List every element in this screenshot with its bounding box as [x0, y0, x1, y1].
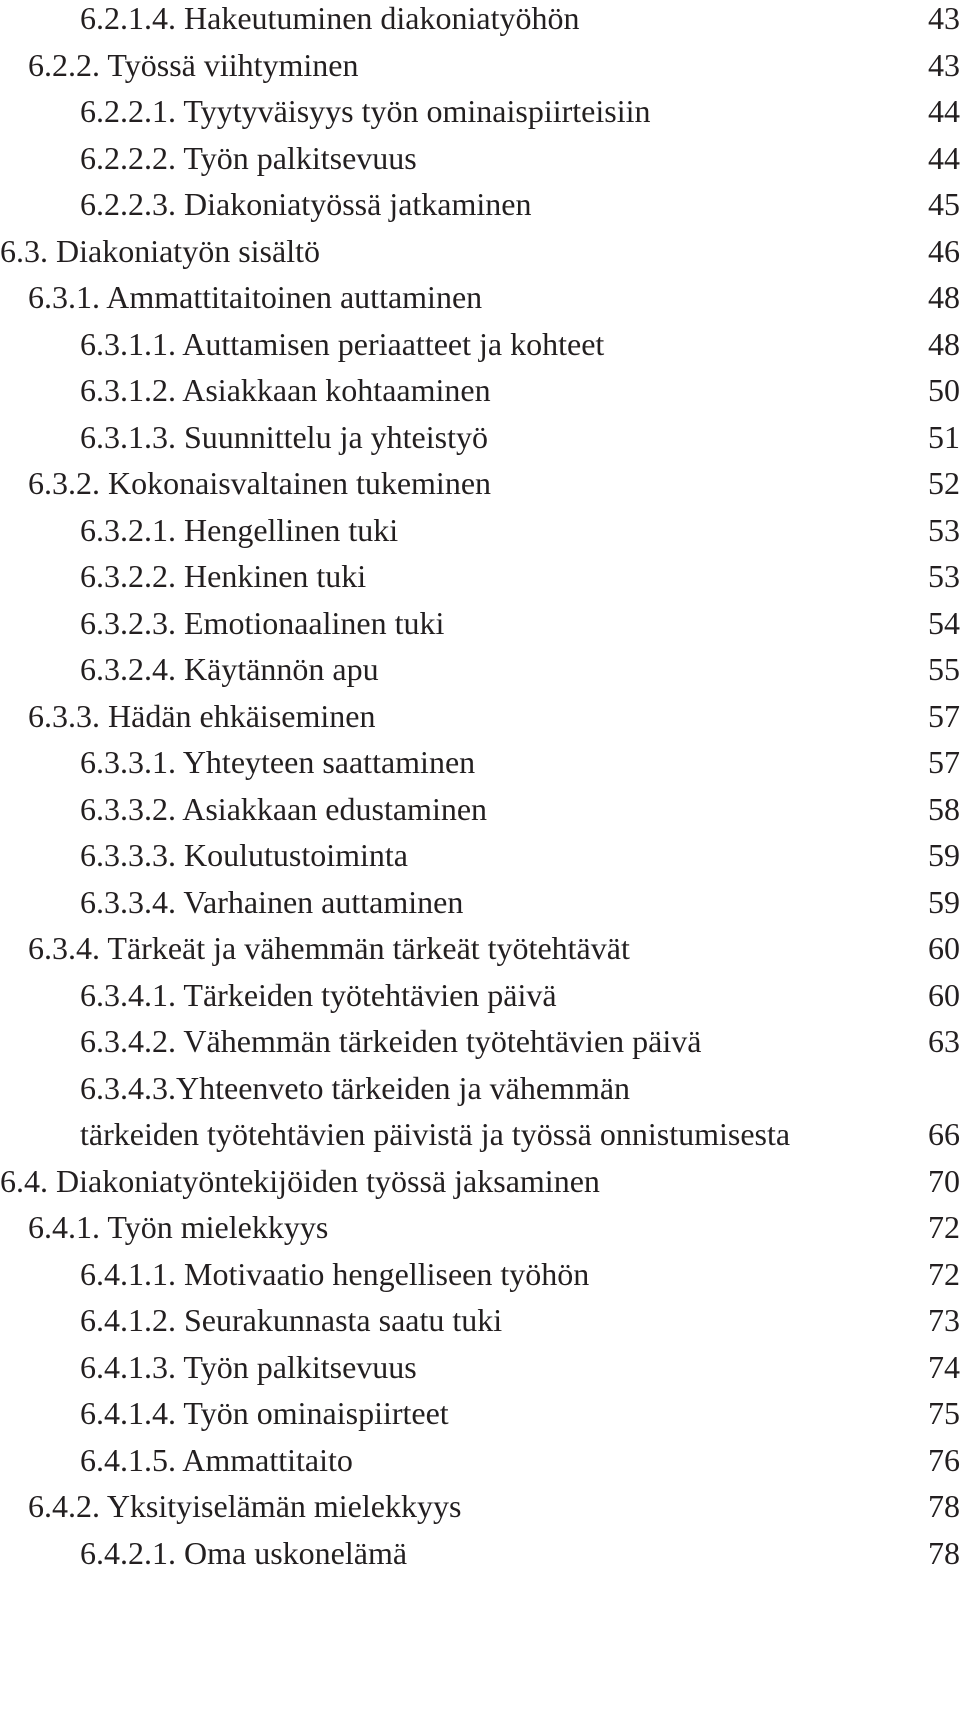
toc-entry: [0, 1528, 960, 1579]
toc-entry-page-number: 70: [928, 1162, 960, 1199]
toc-entry-page-number: 43: [928, 0, 960, 36]
toc-entry: [0, 1481, 960, 1532]
toc-entry: [0, 877, 960, 928]
toc-entry: [0, 1388, 960, 1439]
toc-entry-title: 6.2.1.4. Hakeutuminen diakoniatyöhön: [80, 0, 580, 36]
toc-entry: [0, 272, 960, 323]
toc-entry: [0, 1063, 960, 1114]
toc-entry-page-number: 59: [928, 837, 960, 873]
toc-entry-title: 6.3.3. Hädän ehkäiseminen: [28, 697, 376, 734]
toc-entry-page-number: 53: [928, 558, 960, 594]
toc-entry: [0, 0, 960, 44]
toc-entry-title: 6.3.4.3.Yhteenveto tärkeiden ja vähemmän: [80, 1069, 631, 1106]
toc-entry: [0, 970, 960, 1021]
toc-entry-page-number: 44: [928, 93, 960, 129]
toc-entry: [0, 226, 960, 277]
toc-entry-title: 6.3.2.2. Henkinen tuki: [80, 558, 367, 594]
toc-entry-title: 6.3.3.2. Asiakkaan edustaminen: [80, 790, 488, 827]
toc-entry: [0, 40, 960, 91]
toc-entry-page-number: 44: [928, 139, 960, 176]
toc-entry: [0, 458, 960, 509]
toc-entry: [0, 1156, 960, 1207]
toc-entry: [0, 830, 960, 881]
toc-entry: [0, 1249, 960, 1300]
toc-entry: [0, 691, 960, 742]
toc-entry-page-number: 52: [928, 465, 960, 501]
toc-entry-page-number: 45: [928, 186, 960, 222]
toc-entry-title: 6.2.2. Työssä viihtyminen: [28, 46, 359, 83]
toc-entry-title: 6.3.1. Ammattitaitoinen auttaminen: [28, 279, 483, 315]
toc-entry: [0, 1109, 960, 1160]
toc-entry-title: 6.3.1.2. Asiakkaan kohtaaminen: [80, 372, 491, 408]
toc-entry-title: 6.4.2.1. Oma uskonelämä: [80, 1534, 408, 1571]
toc-entry-page-number: 74: [928, 1348, 960, 1385]
toc-entry-title: 6.3.1.3. Suunnittelu ja yhteistyö: [80, 418, 488, 455]
toc-entry: [0, 551, 960, 602]
toc-entry: [0, 784, 960, 835]
toc-entry-title: 6.2.2.1. Tyytyväisyys työn ominaispiirteisiin: [80, 93, 651, 129]
toc-entry-page-number: 55: [928, 651, 960, 687]
toc-entry-page-number: 48: [928, 279, 960, 315]
toc-entry-title: 6.3.1.1. Auttamisen periaatteet ja kohteet: [80, 325, 605, 362]
toc-entry-page-number: 73: [928, 1302, 960, 1338]
toc-entry: [0, 365, 960, 416]
toc-entry: [0, 319, 960, 370]
toc-entry-title: 6.4.1.5. Ammattitaito: [80, 1441, 353, 1478]
toc-entry: [0, 923, 960, 974]
toc-entry-title: 6.3.4.1. Tärkeiden työtehtävien päivä: [80, 976, 557, 1013]
toc-entry: [0, 1342, 960, 1393]
toc-entry-page-number: 60: [928, 930, 960, 966]
toc-entry-title: 6.3.3.4. Varhainen auttaminen: [80, 883, 464, 920]
toc-entry-title: 6.2.2.3. Diakoniatyössä jatkaminen: [80, 186, 532, 222]
toc-entry-title: 6.4.1. Työn mielekkyys: [28, 1209, 329, 1245]
toc-entry-page-number: 58: [928, 790, 960, 827]
toc-entry: [0, 737, 960, 788]
toc-entry-page-number: 75: [928, 1395, 960, 1431]
toc-entry-page-number: 43: [928, 46, 960, 83]
toc-entry-page-number: 60: [928, 976, 960, 1013]
toc-entry-title: 6.4.1.1. Motivaatio hengelliseen työhön: [80, 1255, 590, 1292]
toc-entry-page-number: 48: [928, 325, 960, 362]
toc-entry-page-number: 72: [928, 1255, 960, 1292]
toc-entry-title: 6.3.2. Kokonaisvaltainen tukeminen: [28, 465, 492, 501]
toc-entry: [0, 412, 960, 463]
toc-entry: [0, 505, 960, 556]
toc-entry-page-number: 50: [928, 372, 960, 408]
toc-entry-page-number: 72: [928, 1209, 960, 1245]
toc-entry-page-number: 59: [928, 883, 960, 920]
toc-entry: [0, 598, 960, 649]
toc-entry: [0, 644, 960, 695]
toc-entry: [0, 86, 960, 137]
toc-entry-title: tärkeiden työtehtävien päivistä ja työssä onnistumisesta: [80, 1116, 791, 1152]
toc-entry-page-number: 76: [928, 1441, 960, 1478]
toc-entry: [0, 1016, 960, 1067]
toc-entry-page-number: 66: [928, 1116, 960, 1152]
toc-entry-title: 6.4.1.3. Työn palkitsevuus: [80, 1348, 417, 1385]
toc-entry-title: 6.3.3.1. Yhteyteen saattaminen: [80, 744, 476, 780]
toc-entry-title: 6.3.2.4. Käytännön apu: [80, 651, 379, 687]
toc-entry-page-number: 63: [928, 1023, 960, 1059]
toc-entry-title: 6.4.2. Yksityiselämän mielekkyys: [28, 1488, 462, 1524]
toc-entry-page-number: 78: [928, 1534, 960, 1571]
toc-entry-page-number: 57: [928, 697, 960, 734]
toc-entry-title: 6.3. Diakoniatyön sisältö: [0, 232, 320, 269]
toc-entry: [0, 1295, 960, 1346]
toc-entry-title: 6.4.1.4. Työn ominaispiirteet: [80, 1395, 449, 1431]
toc-entry-page-number: 78: [928, 1488, 960, 1524]
toc-entry-page-number: 46: [928, 232, 960, 269]
toc-entry: [0, 179, 960, 230]
toc-entry-page-number: 57: [928, 744, 960, 780]
toc-entry-title: 6.3.3.3. Koulutustoiminta: [80, 837, 408, 873]
toc-entry: [0, 1435, 960, 1486]
toc-entry-title: 6.3.4.2. Vähemmän tärkeiden työtehtävien päivä: [80, 1023, 702, 1059]
toc-entry-title: 6.4.1.2. Seurakunnasta saatu tuki: [80, 1302, 503, 1338]
toc-entry-title: 6.3.2.3. Emotionaalinen tuki: [80, 604, 445, 641]
toc-entry-page-number: 53: [928, 511, 960, 548]
toc-entry-page-number: 54: [928, 604, 960, 641]
toc-entry-title: 6.2.2.2. Työn palkitsevuus: [80, 139, 417, 176]
toc-entry-title: 6.3.4. Tärkeät ja vähemmän tärkeät työtehtävät: [28, 930, 630, 966]
toc-entry: [0, 1202, 960, 1253]
toc-entry-title: 6.3.2.1. Hengellinen tuki: [80, 511, 399, 548]
toc-entry: [0, 133, 960, 184]
toc-entry-page-number: 51: [928, 418, 960, 455]
toc-entry-title: 6.4. Diakoniatyöntekijöiden työssä jaksaminen: [0, 1162, 600, 1199]
